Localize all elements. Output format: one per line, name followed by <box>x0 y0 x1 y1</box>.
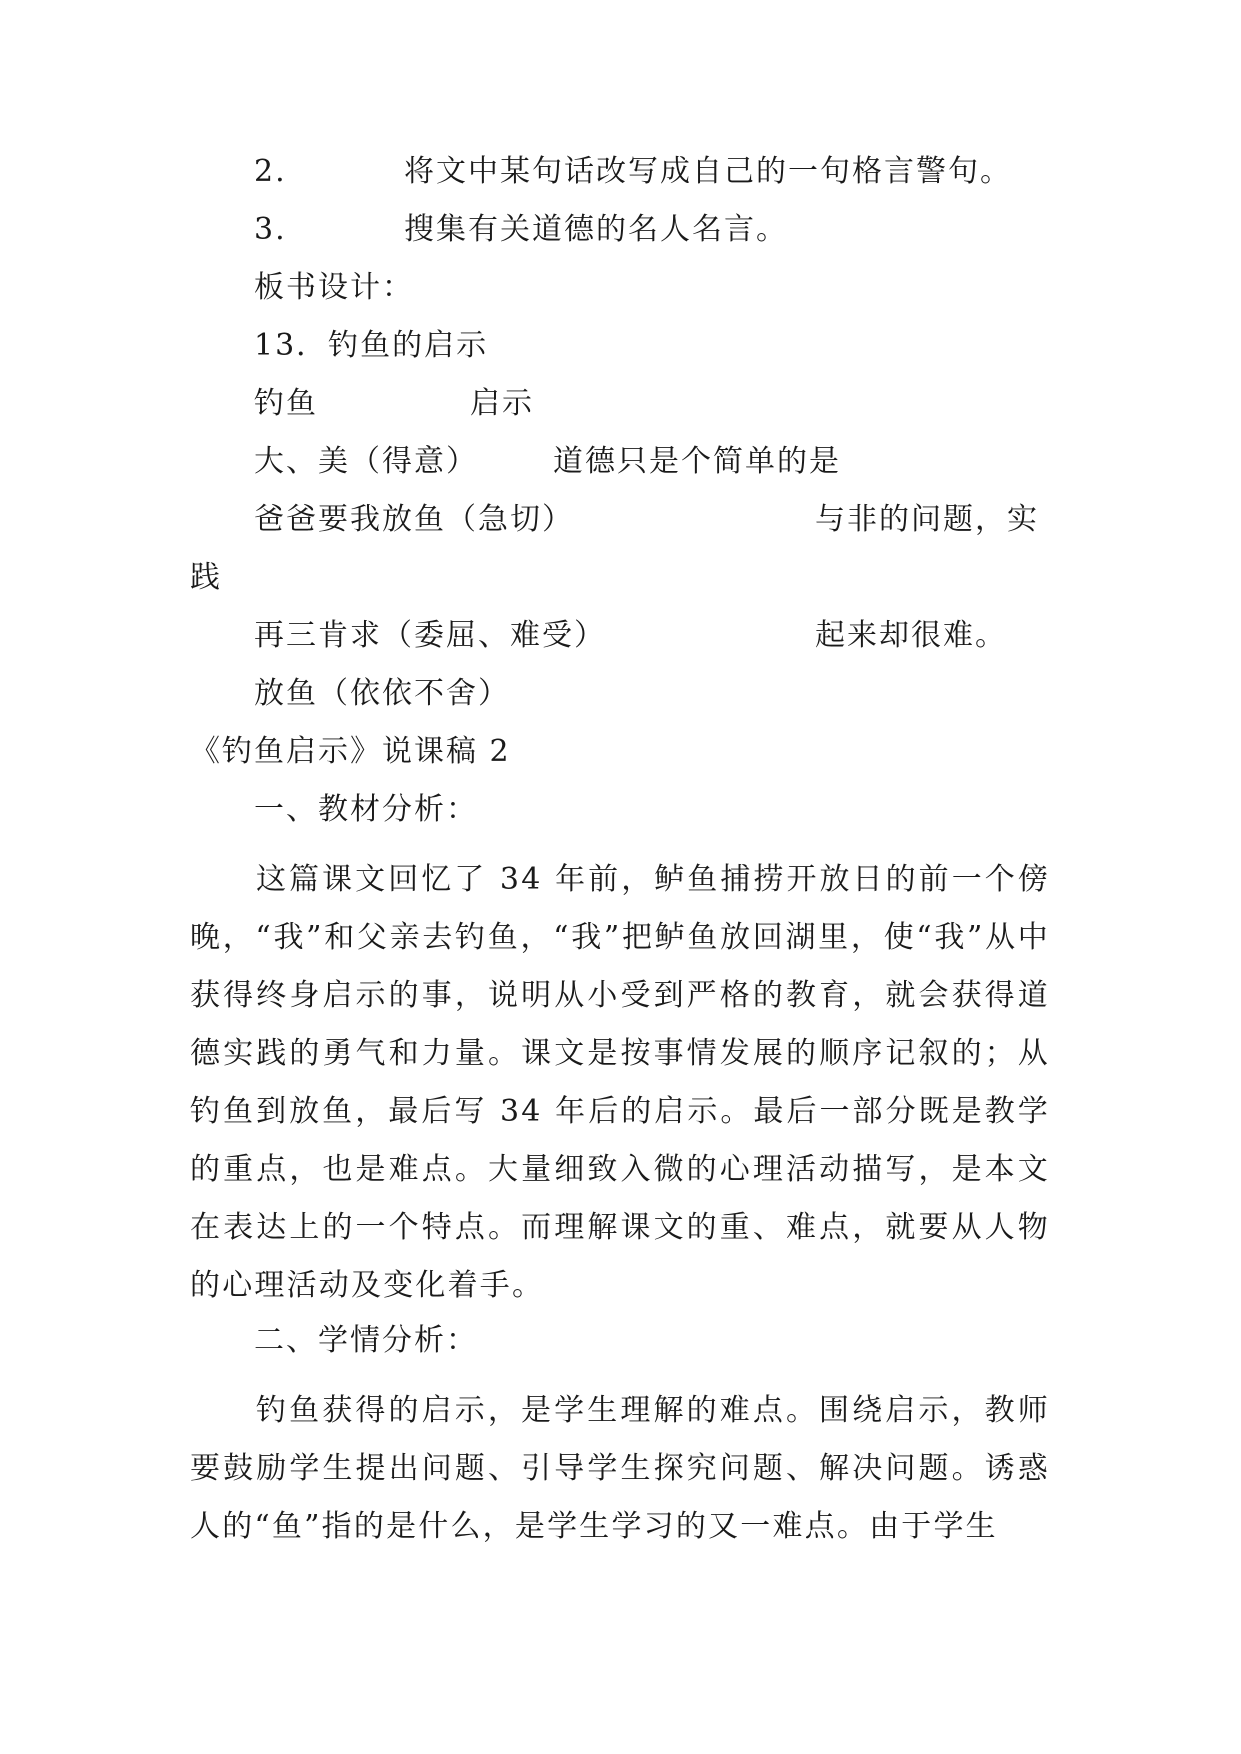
item-3-text: 搜集有关道德的名人名言。 <box>404 212 788 247</box>
document-title: 《钓鱼启示》说课稿 2 <box>190 734 511 769</box>
section-heading-students: 二、学情分析： <box>254 1323 478 1358</box>
item-2-text: 将文中某句话改写成自己的一句格言警句。 <box>404 154 1012 189</box>
board-row-right: 启示 <box>470 386 534 421</box>
board-row-right: 与非的问题，实 <box>815 502 1039 537</box>
paragraph-students: 钓鱼获得的启示，是学生理解的难点。围绕启示，教师要鼓励学生提出问题、引导学生探究问题、解决问题。诱惑人的“鱼”指的是什么，是学生学习的又一难点。由于学生 <box>190 1393 1050 1544</box>
section-heading-materials: 一、教材分析： <box>254 792 478 827</box>
item-2-number: 2. <box>254 154 287 189</box>
board-row-left: 大、美（得意） <box>254 444 478 479</box>
board-row-left: 践 <box>190 560 222 595</box>
board-heading: 板书设计： <box>254 270 414 305</box>
board-row-right: 道德只是个简单的是 <box>553 444 841 479</box>
item-3-number: 3. <box>254 212 287 247</box>
board-title: 13．钓鱼的启示 <box>254 328 489 363</box>
board-row-left: 钓鱼 <box>254 386 318 421</box>
board-row-left: 爸爸要我放鱼（急切） <box>254 502 574 537</box>
board-row-right: 起来却很难。 <box>815 618 1007 653</box>
board-row-left: 放鱼（依依不舍） <box>254 676 510 711</box>
board-row-left: 再三肯求（委屈、难受） <box>254 618 606 653</box>
paragraph-materials: 这篇课文回忆了 34 年前，鲈鱼捕捞开放日的前一个傍晚，“我”和父亲去钓鱼，“我”把鲈鱼放回湖里，使“我”从中获得终身启示的事，说明从小受到严格的教育，就会获得道德实践的勇气和力量。课文是按事情发展的顺序记叙的；从钓鱼到放鱼，最后写 34 年后的启示。最后一部分既是教学的重点，也是难点。大量细致入微的心理活动描写，是本文在表达上的一个特点。而理解课文的重、难点，就要从人物的心理活动及变化着手。 <box>190 862 1050 1303</box>
